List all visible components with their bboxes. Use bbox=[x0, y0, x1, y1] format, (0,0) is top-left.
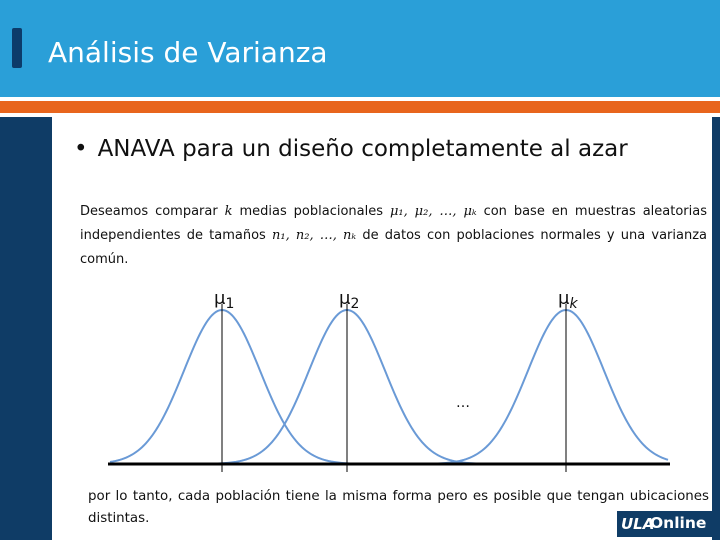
intro-paragraph bbox=[80, 200, 707, 272]
normal-curve bbox=[110, 310, 668, 464]
curves-group bbox=[110, 310, 668, 464]
mean-labels-group bbox=[214, 288, 578, 312]
normal-curves-figure bbox=[100, 282, 680, 472]
closing-paragraph: por lo tanto, cada población tiene la misma forma pero es posible que tengan ubicaciones distintas. bbox=[88, 489, 709, 526]
normal-curve bbox=[110, 310, 668, 464]
right-side-bar bbox=[712, 117, 720, 540]
intro-text-4: de datos con poblaciones normales y una varianza común. bbox=[80, 228, 707, 267]
mean-label: $\mu_1$ bbox=[214, 288, 235, 312]
bullet-dot-icon: • bbox=[74, 136, 88, 162]
intro-mu-list: μ₁, μ₂, …, μₖ bbox=[389, 204, 477, 219]
intro-text-3: con base en muestras aleatorias independientes de tamaños bbox=[80, 204, 708, 243]
normal-curve bbox=[110, 310, 668, 464]
intro-k-symbol: k bbox=[224, 204, 233, 219]
logo-text: Online bbox=[650, 514, 707, 532]
intro-text-1: Deseamos comparar bbox=[80, 204, 225, 219]
mean-label: $\mu_k$ bbox=[558, 288, 578, 312]
bullet-item bbox=[74, 136, 628, 162]
header-bar bbox=[0, 0, 720, 97]
ellipsis-label: … bbox=[456, 395, 470, 411]
left-side-bar bbox=[0, 117, 52, 540]
logo-mark: ULA bbox=[621, 515, 655, 533]
ula-online-logo bbox=[617, 511, 715, 537]
mean-label: $\mu_2$ bbox=[339, 288, 360, 312]
intro-n-list: n₁, n₂, …, nₖ bbox=[271, 228, 357, 243]
intro-text-2: medias poblacionales bbox=[232, 204, 390, 219]
slide-title: Análisis de Varianza bbox=[48, 36, 328, 69]
accent-band bbox=[0, 101, 720, 113]
header-accent-bar bbox=[12, 28, 22, 68]
bullet-text: ANAVA para un diseño completamente al azar bbox=[97, 136, 628, 162]
mean-lines-group bbox=[222, 304, 566, 472]
